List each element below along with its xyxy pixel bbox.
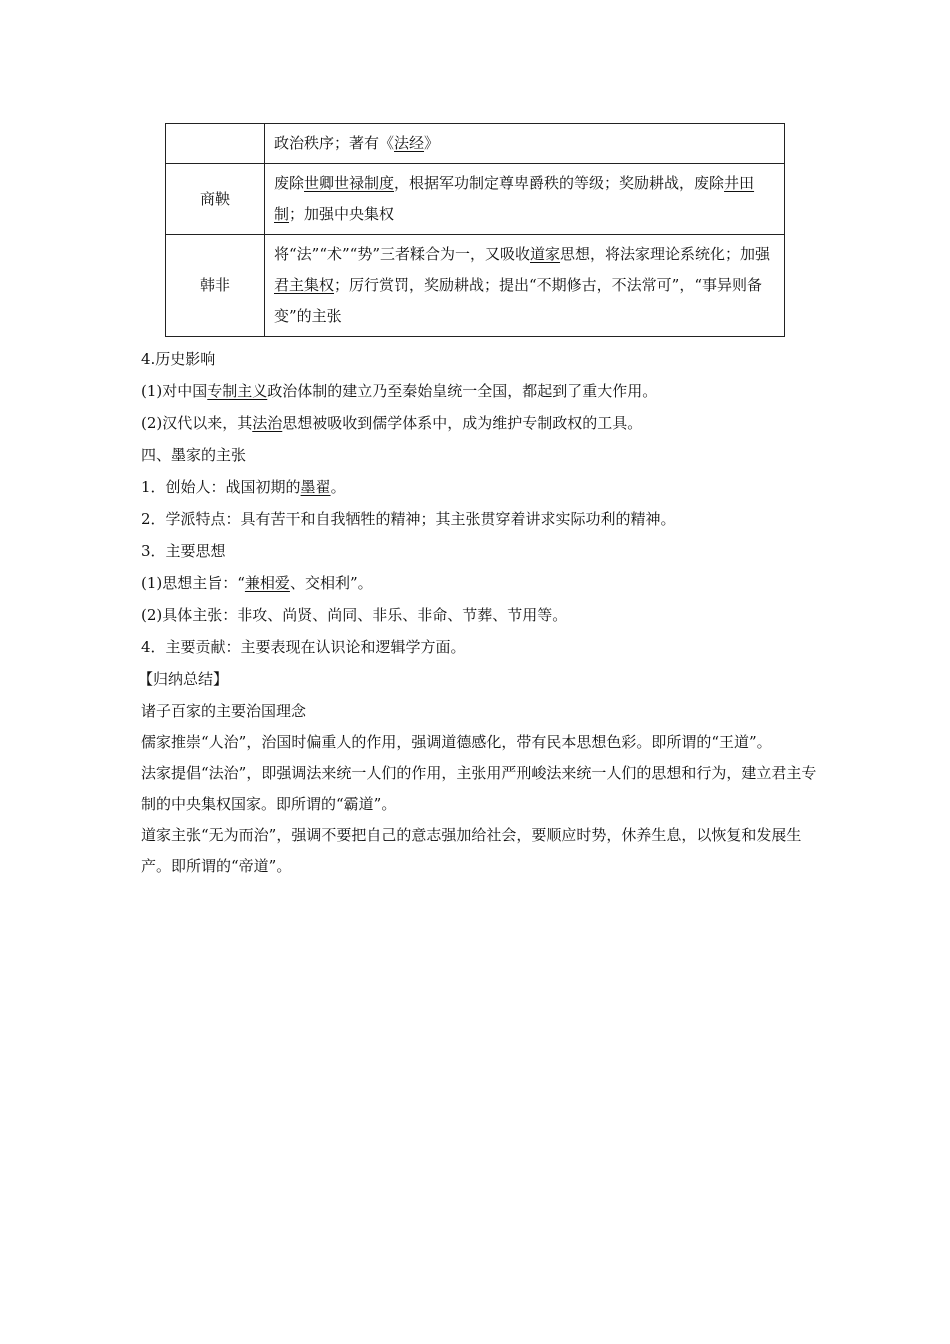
paragraph: 儒家推崇“人治”，治国时偏重人的作用，强调道德感化，带有民本思想色彩。即所谓的“王道”。 <box>141 733 772 751</box>
table-cell-name <box>166 124 265 164</box>
list-item: (2)具体主张：非攻、尚贤、尚同、非乐、非命、节葬、节用等。 <box>141 606 568 624</box>
list-item: 3．主要思想 <box>141 542 226 560</box>
table-cell-name: 商鞅 <box>166 164 265 235</box>
table-cell-content: 政治秩序；著有《法经》 <box>265 124 785 164</box>
legalist-table <box>165 123 785 337</box>
table-row <box>166 164 785 235</box>
list-item: 2．学派特点：具有苦干和自我牺牲的精神；其主张贯穿着讲求实际功利的精神。 <box>141 510 676 528</box>
summary-heading: 【归纳总结】 <box>138 670 229 688</box>
table-row <box>166 235 785 337</box>
table-cell-name: 韩非 <box>166 235 265 337</box>
paragraph: (2)汉代以来，其法治思想被吸收到儒学体系中，成为维护专制政权的工具。 <box>141 414 643 432</box>
paragraph: 法家提倡“法治”，即强调法来统一人们的作用，主张用严刑峻法来统一人们的思想和行为，建立君主专制的中央集权国家。即所谓的“霸道”。 <box>141 764 817 813</box>
body-text <box>138 343 821 882</box>
table-cell-content: 废除世卿世禄制度，根据军功制定尊卑爵秩的等级；奖励耕战，废除井田制；加强中央集权 <box>265 164 785 235</box>
list-item: (1)思想主旨：“兼相爱、交相利”。 <box>141 574 373 592</box>
list-item: 4．主要贡献：主要表现在认识论和逻辑学方面。 <box>141 638 466 656</box>
summary-subtitle: 诸子百家的主要治国理念 <box>141 702 307 720</box>
table-row <box>166 124 785 164</box>
table-cell-content: 将“法”“术”“势”三者糅合为一，又吸收道家思想，将法家理论系统化；加强君主集权；厉行赏罚，奖励耕战；提出“不期修古，不法常可”，“事异则备变”的主张 <box>265 235 785 337</box>
paragraph: (1)对中国专制主义政治体制的建立乃至秦始皇统一全国，都起到了重大作用。 <box>141 382 658 400</box>
section-heading: 四、墨家的主张 <box>141 446 247 464</box>
section-heading: 4.历史影响 <box>141 350 216 368</box>
list-item: 1．创始人：战国初期的墨翟。 <box>141 478 346 496</box>
paragraph: 道家主张“无为而治”，强调不要把自己的意志强加给社会，要顺应时势，休养生息，以恢复和发展生产。即所谓的“帝道”。 <box>141 826 802 875</box>
